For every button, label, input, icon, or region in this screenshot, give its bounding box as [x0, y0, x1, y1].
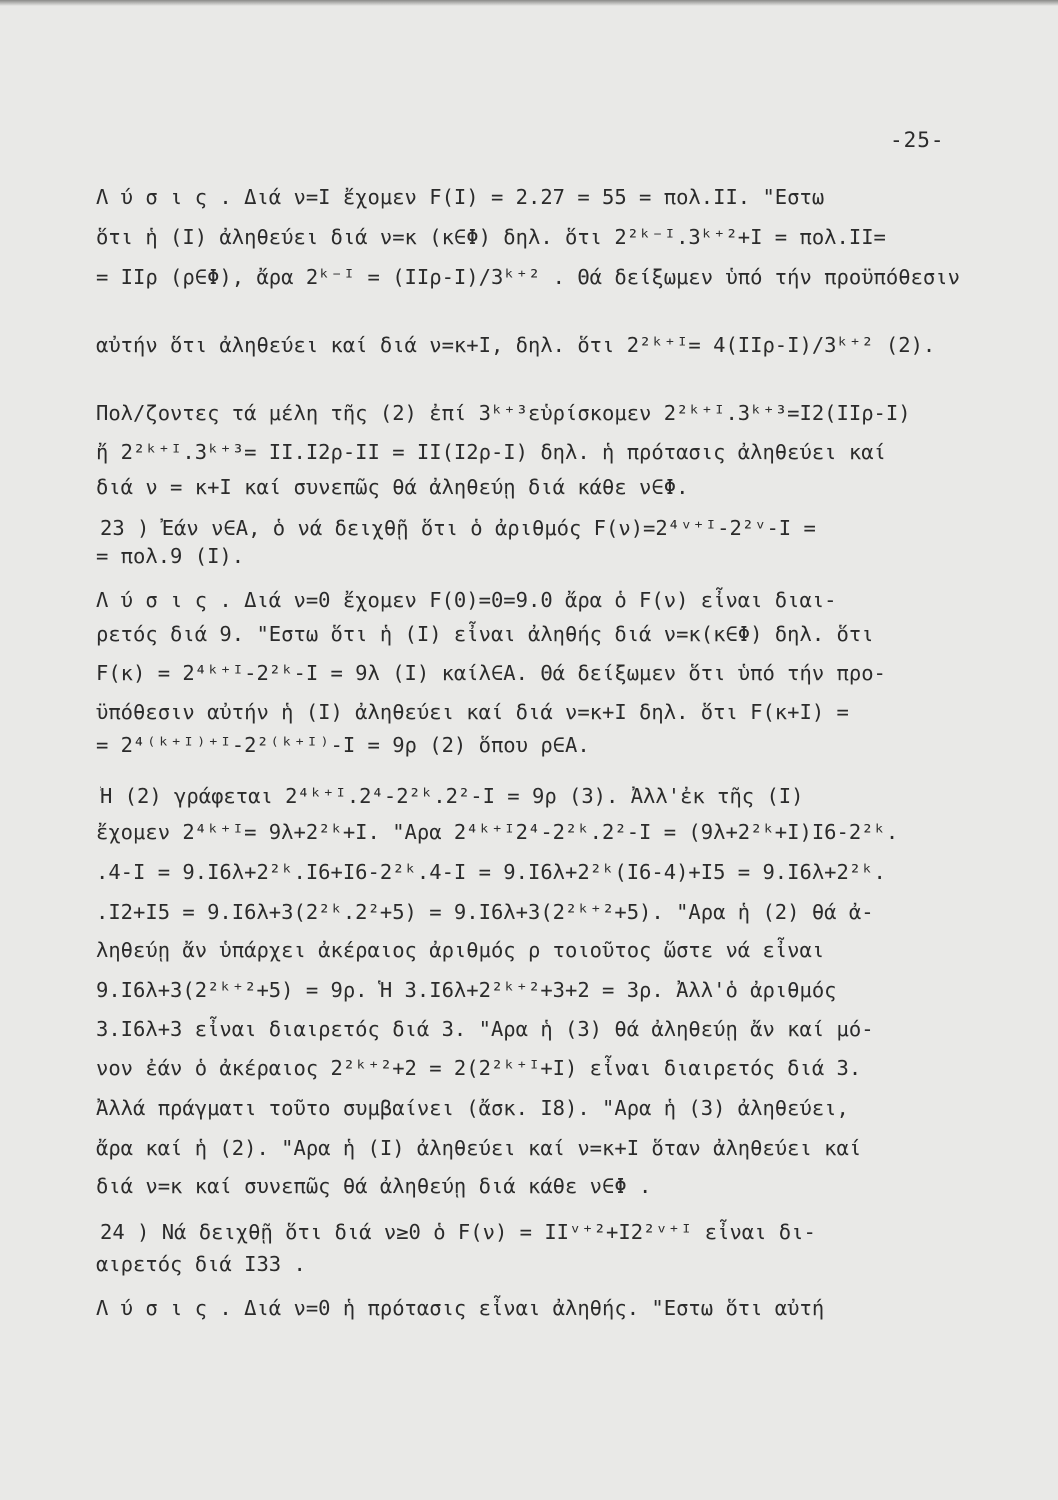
text-line: 23 ) Ἐάν ν∈Α, ὁ νά δειχθῇ ὅτι ὁ ἀριθμός F(ν)=2⁴ᵛ⁺ᴵ-2²ᵛ-Ι =: [100, 516, 816, 540]
text-line: ρετός διά 9. "Εστω ὅτι ἡ (Ι) εἶναι ἀληθής διά ν=κ(κ∈Φ) δηλ. ὅτι: [96, 622, 874, 646]
text-line: ὅτι ἡ (Ι) ἀληθεύει διά ν=κ (κ∈Φ) δηλ. ὅτι 2²ᵏ⁻ᴵ.3ᵏ⁺²+Ι = πολ.ΙΙ=: [96, 225, 886, 249]
text-line: 3.Ι6λ+3 εἶναι διαιρετός διά 3. "Αρα ἡ (3) θά ἀληθεύῃ ἄν καί μό-: [96, 1017, 874, 1041]
text-line: Λ ύ σ ι ς . Διά ν=Ι ἔχομεν F(Ι) = 2.27 = 55 = πολ.ΙΙ. "Εστω: [96, 185, 825, 209]
text-line: διά ν = κ+Ι καί συνεπῶς θά ἀληθεύῃ διά κάθε ν∈Φ.: [96, 475, 689, 499]
page-number: -25-: [890, 128, 945, 152]
text-line: διά ν=κ καί συνεπῶς θά ἀληθεύῃ διά κάθε ν∈Φ .: [96, 1174, 652, 1198]
text-line: ἄρα καί ἡ (2). "Αρα ἡ (Ι) ἀληθεύει καί ν=κ+Ι ὅταν ἀληθεύει καί: [96, 1136, 862, 1160]
text-line: = 2⁴⁽ᵏ⁺ᴵ⁾⁺ᴵ-2²⁽ᵏ⁺ᴵ⁾-Ι = 9ρ (2) ὅπου ρ∈Α.: [96, 733, 590, 757]
text-line: = πολ.9 (Ι).: [96, 544, 245, 568]
text-line: Ἡ (2) γράφεται 2⁴ᵏ⁺ᴵ.2⁴-2²ᵏ.2²-Ι = 9ρ (3). Ἀλλ'ἐκ τῆς (Ι): [100, 784, 804, 808]
text-line: Ἀλλά πράγματι τοῦτο συμβαίνει (ἄσκ. Ι8). "Αρα ἡ (3) ἀληθεύει,: [96, 1096, 849, 1120]
text-line: ληθεύῃ ἄν ὑπάρχει ἀκέραιος ἀριθμός ρ τοιοῦτος ὥστε νά εἶναι: [96, 938, 825, 962]
text-line: F(κ) = 2⁴ᵏ⁺ᴵ-2²ᵏ-Ι = 9λ (Ι) καίλ∈Α. Θά δείξωμεν ὅτι ὑπό τήν προ-: [96, 661, 886, 685]
text-line: αιρετός διά Ι33 .: [96, 1252, 306, 1276]
text-line: ἤ 2²ᵏ⁺ᴵ.3ᵏ⁺³= ΙΙ.Ι2ρ-ΙΙ = ΙΙ(Ι2ρ-Ι) δηλ. ἡ πρότασις ἀληθεύει καί: [96, 440, 886, 464]
text-line: = ΙΙρ (ρ∈Φ), ἄρα 2ᵏ⁻ᴵ = (ΙΙρ-Ι)/3ᵏ⁺² . Θά δείξωμεν ὑπό τήν προϋπόθεσιν: [96, 265, 960, 289]
text-line: αὐτήν ὅτι ἀληθεύει καί διά ν=κ+Ι, δηλ. ὅτι 2²ᵏ⁺ᴵ= 4(ΙΙρ-Ι)/3ᵏ⁺² (2).: [96, 333, 936, 357]
text-line: Πολ/ζοντες τά μέλη τῆς (2) ἐπί 3ᵏ⁺³εὑρίσκομεν 2²ᵏ⁺ᴵ.3ᵏ⁺³=Ι2(ΙΙρ-Ι): [96, 401, 911, 425]
text-line: 24 ) Νά δειχθῇ ὅτι διά ν≥0 ὁ F(ν) = ΙΙᵛ⁺²+Ι2²ᵛ⁺ᴵ εἶναι δι-: [100, 1220, 816, 1244]
page-top-edge: [0, 0, 1058, 6]
text-line: Λ ύ σ ι ς . Διά ν=0 ἡ πρότασις εἶναι ἀληθής. "Εστω ὅτι αὐτή: [96, 1296, 825, 1320]
text-line: ἔχομεν 2⁴ᵏ⁺ᴵ= 9λ+2²ᵏ+Ι. "Αρα 2⁴ᵏ⁺ᴵ2⁴-2²ᵏ.2²-Ι = (9λ+2²ᵏ+Ι)Ι6-2²ᵏ.: [96, 820, 899, 844]
text-line: .4-Ι = 9.Ι6λ+2²ᵏ.Ι6+Ι6-2²ᵏ.4-Ι = 9.Ι6λ+2²ᵏ(Ι6-4)+Ι5 = 9.Ι6λ+2²ᵏ.: [96, 860, 886, 884]
text-line: ϋπόθεσιν αὐτήν ἡ (Ι) ἀληθεύει καί διά ν=κ+Ι δηλ. ὅτι F(κ+Ι) =: [96, 700, 849, 724]
text-line: Λ ύ σ ι ς . Διά ν=0 ἔχομεν F(0)=0=9.0 ἄρα ὁ F(ν) εἶναι διαι-: [96, 588, 837, 612]
text-line: νον ἐάν ὁ ἀκέραιος 2²ᵏ⁺²+2 = 2(2²ᵏ⁺ᴵ+Ι) εἶναι διαιρετός διά 3.: [96, 1056, 862, 1080]
text-line: .Ι2+Ι5 = 9.Ι6λ+3(2²ᵏ.2²+5) = 9.Ι6λ+3(2²ᵏ⁺²+5). "Αρα ἡ (2) θά ἀ-: [96, 900, 874, 924]
text-line: 9.Ι6λ+3(2²ᵏ⁺²+5) = 9ρ. Ἡ 3.Ι6λ+2²ᵏ⁺²+3+2 = 3ρ. Ἀλλ'ὁ ἀριθμός: [96, 978, 837, 1002]
